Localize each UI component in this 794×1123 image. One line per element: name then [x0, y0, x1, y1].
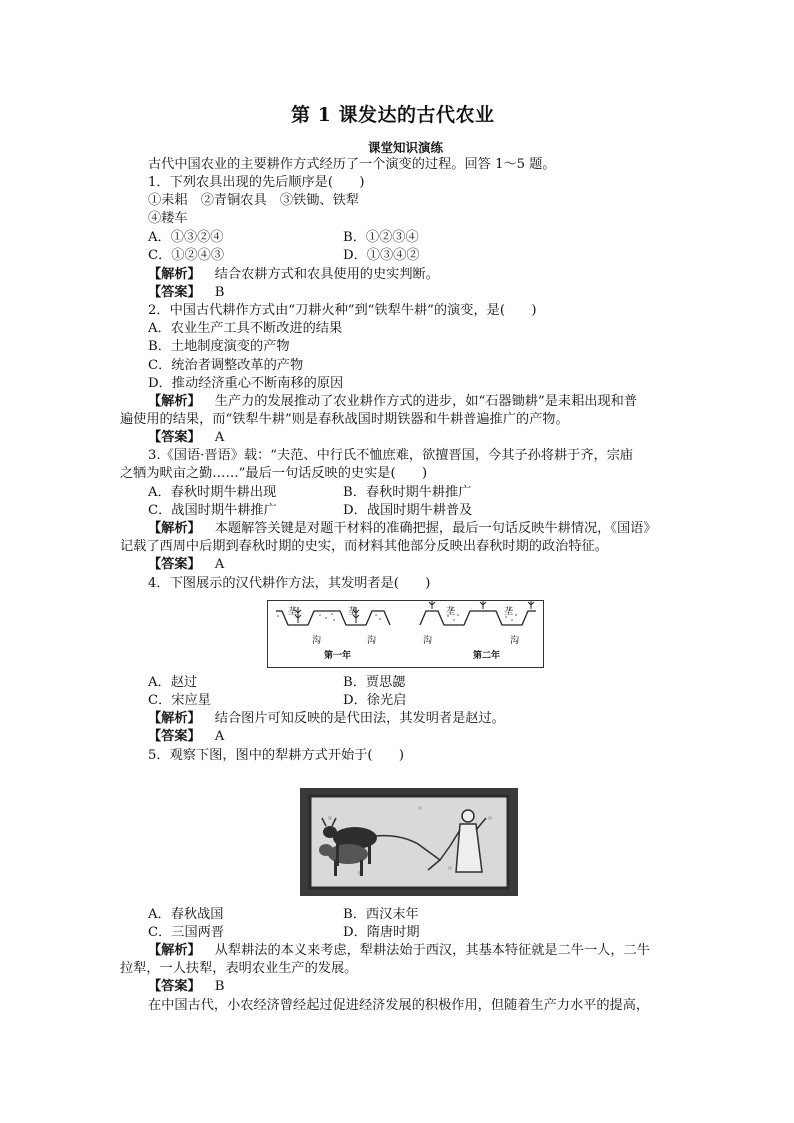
q4-answer-value: A — [214, 729, 225, 744]
closing-paragraph: 在中国古代，小农经济曾经起过促进经济发展的积极作用，但随着生产力水平的提高， — [148, 998, 650, 1013]
analysis-tag: 【解析】 — [148, 394, 201, 409]
q3-option-b: B．春秋时期牛耕推广 — [343, 485, 472, 500]
answer-tag: 【答案】 — [148, 979, 201, 994]
q4-answer — [148, 728, 224, 746]
q5-option-a: A．春秋战国 — [148, 907, 224, 922]
q2-analysis-text: 生产力的发展推动了农业耕作方式的进步，如“石器锄耕”是耒耜出现和普 — [214, 394, 638, 409]
analysis-tag: 【解析】 — [148, 711, 201, 726]
q4-stem: 4．下图展示的汉代耕作方法，其发明者是( ) — [148, 576, 431, 591]
q4-option-a: A．赵过 — [148, 675, 198, 690]
q1-items-line2: ④耧车 — [148, 211, 188, 226]
q2-answer — [148, 429, 224, 447]
q2-option-d: D．推动经济重心不断南移的原因 — [148, 376, 344, 391]
section-subtitle: 课堂知识演练 — [368, 140, 444, 155]
analysis-tag: 【解析】 — [148, 267, 201, 282]
q4-analysis-text: 结合图片可知反映的是代田法，其发明者是赵过。 — [214, 711, 505, 726]
q4-option-d: D．徐光启 — [343, 693, 407, 708]
q2-option-a: A．农业生产工具不断改进的结果 — [148, 321, 343, 336]
ploughing-mural-image — [300, 788, 518, 896]
q5-option-c: C．三国两晋 — [148, 925, 225, 940]
q1-stem: 1．下列农具出现的先后顺序是( ) — [148, 175, 365, 190]
q5-stem: 5．观察下图，图中的犁耕方式开始于( ) — [148, 748, 405, 763]
analysis-tag: 【解析】 — [148, 943, 201, 958]
ditch-label: 沟 — [423, 636, 433, 646]
ridge-label: 垄 — [504, 607, 514, 617]
ridge-label: 垄 — [348, 607, 358, 617]
q1-items-line1: ①耒耜 ②青铜农具 ③铁锄、铁犁 — [148, 193, 359, 208]
q5-answer — [148, 978, 224, 996]
q3-answer-value: A — [214, 557, 225, 572]
q2-analysis — [148, 393, 637, 411]
q3-stem-line2: 之牺为畎亩之勤……”最后一句话反映的史实是( ) — [120, 466, 428, 481]
q3-answer — [148, 556, 224, 574]
year2-label: 第二年 — [473, 651, 501, 661]
analysis-tag: 【解析】 — [148, 521, 201, 536]
q1-option-a: A．①③②④ — [148, 230, 224, 245]
ditch-label: 沟 — [367, 636, 377, 646]
answer-tag: 【答案】 — [148, 285, 201, 300]
q2-stem: 2．中国古代耕作方式由“刀耕火种”到“铁犁牛耕”的演变，是( ) — [148, 303, 537, 318]
q3-analysis-text: 本题解答关键是对题干材料的准确把握，最后一句话反映牛耕情况，《国语》 — [214, 521, 657, 536]
q5-analysis-line2: 拉犁，一人扶犁，表明农业生产的发展。 — [120, 961, 358, 976]
q2-option-b: B．土地制度演变的产物 — [148, 339, 290, 354]
ridge-label: 垄 — [288, 607, 298, 617]
q5-analysis-text: 从犁耕法的本义来考虑，犁耕法始于西汉，其基本特征就是二牛一人，二牛 — [214, 943, 650, 958]
q3-option-d: D．战国时期牛耕普及 — [343, 503, 473, 518]
q2-answer-value: A — [214, 430, 225, 445]
q1-answer — [148, 284, 224, 302]
q3-option-a: A．春秋时期牛耕出现 — [148, 485, 277, 500]
year1-label: 第一年 — [324, 651, 352, 661]
ditch-label: 沟 — [312, 636, 322, 646]
q5-option-b: B．西汉末年 — [343, 907, 419, 922]
q5-analysis — [148, 942, 650, 960]
q5-answer-value: B — [214, 979, 225, 994]
page-title: 第 1 课发达的古代农业 — [291, 104, 495, 126]
intro-text: 古代中国农业的主要耕作方式经历了一个演变的过程。回答 1～5 题。 — [148, 157, 556, 172]
answer-tag: 【答案】 — [148, 729, 201, 744]
q1-answer-value: B — [214, 285, 225, 300]
q1-option-d: D．①③④② — [343, 248, 420, 263]
q4-option-b: B．贾思勰 — [343, 675, 406, 690]
q5-option-d: D．隋唐时期 — [343, 925, 420, 940]
daitian-figure — [267, 600, 544, 668]
daitian-diagram — [268, 601, 543, 667]
q2-analysis-line2: 遍使用的结果，而“铁犁牛耕”则是春秋战国时期铁器和牛耕普遍推广的产物。 — [120, 412, 569, 427]
ridge-label: 垄 — [446, 607, 456, 617]
q1-analysis — [148, 266, 439, 284]
ox-plough-mural — [300, 788, 518, 896]
q4-analysis — [148, 710, 505, 728]
ditch-label: 沟 — [510, 636, 520, 646]
q3-analysis-line2: 记载了西周中后期到春秋时期的史实，而材料其他部分反映出春秋时期的政治特征。 — [120, 539, 608, 554]
q3-analysis — [148, 520, 657, 538]
q2-option-c: C．统治者调整改革的产物 — [148, 358, 304, 373]
q3-option-c: C．战国时期牛耕推广 — [148, 503, 277, 518]
q4-option-c: C．宋应星 — [148, 693, 211, 708]
q3-stem-line1: 3.《国语·晋语》载：“夫范、中行氏不恤庶难，欲擅晋国，今其子孙将耕于齐，宗庙 — [148, 448, 634, 463]
q1-option-b: B．①②③④ — [343, 230, 419, 245]
answer-tag: 【答案】 — [148, 430, 201, 445]
q1-analysis-text: 结合农耕方式和农具使用的史实判断。 — [214, 267, 439, 282]
q1-option-c: C．①②④③ — [148, 248, 225, 263]
answer-tag: 【答案】 — [148, 557, 201, 572]
